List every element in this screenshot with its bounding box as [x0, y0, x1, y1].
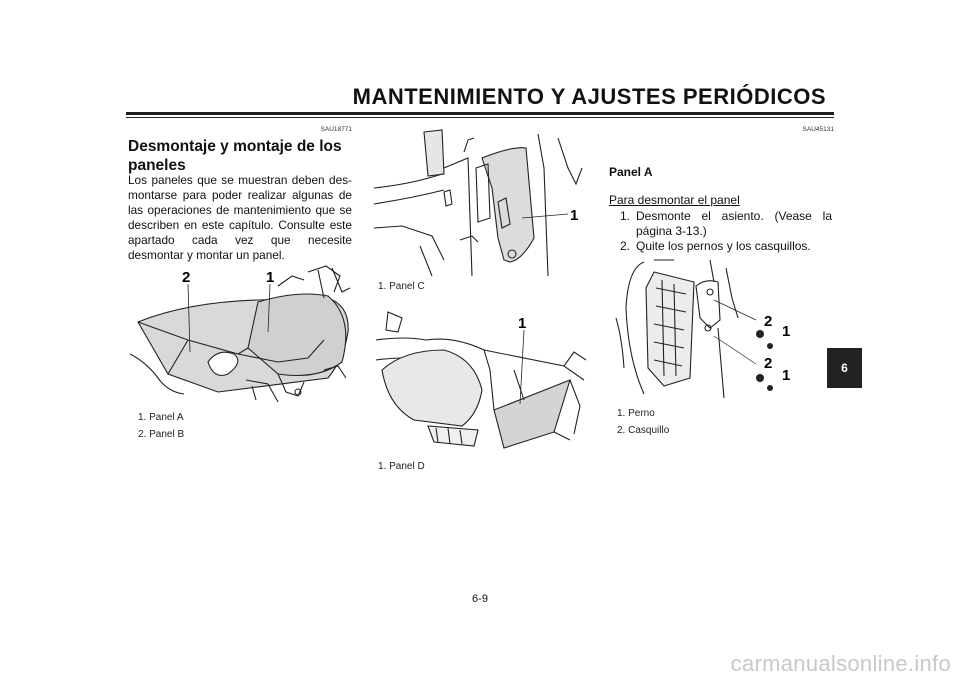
- panel-d-illustration: [374, 310, 590, 450]
- caption-panel-b: 2. Panel B: [138, 429, 185, 440]
- page-number: 6-9: [472, 593, 488, 605]
- left-section-code: SAU18771: [320, 126, 352, 133]
- step-text: Desmonte el asiento. (Vease la página 3-13.): [636, 209, 832, 238]
- page-header-title: MANTENIMIENTO Y AJUSTES PERIÓDICOS: [352, 84, 826, 109]
- figure-label-collar-upper: 2: [764, 313, 773, 330]
- figure-label-panel-d: 1: [518, 315, 527, 332]
- caption-panel-d: 1. Panel D: [378, 461, 425, 472]
- removal-steps: [620, 209, 832, 254]
- caption-panel-a: 1. Panel A: [138, 412, 184, 423]
- right-figure-captions: [617, 405, 669, 439]
- header-rule-thick: [126, 112, 834, 115]
- watermark: carmanualsonline.info: [730, 651, 951, 676]
- caption-collar: 2. Casquillo: [617, 425, 670, 436]
- step-item: [620, 239, 832, 254]
- step-text: Quite los pernos y los casquillos.: [636, 239, 811, 253]
- header-rule-thin: [126, 117, 834, 118]
- step-number: 1.: [620, 209, 631, 223]
- figure-label-bolt-upper: 1: [782, 323, 791, 340]
- panel-a-heading: Panel A: [609, 165, 653, 179]
- left-figure-captions: [138, 409, 184, 443]
- step-number: 2.: [620, 239, 631, 253]
- panel-a-b-illustration: [128, 262, 354, 404]
- panel-c-illustration: [372, 128, 590, 276]
- section-title: Desmontaje y montaje de los paneles: [128, 138, 342, 174]
- right-section-code: SAU45131: [802, 126, 834, 133]
- chapter-tab: 6: [827, 348, 862, 388]
- figure-label-panel-a: 1: [266, 269, 275, 286]
- figure-label-collar-lower: 2: [764, 355, 773, 372]
- figure-label-panel-b: 2: [182, 269, 191, 286]
- caption-bolt: 1. Perno: [617, 408, 655, 419]
- figure-label-panel-c: 1: [570, 207, 579, 224]
- figure-label-bolt-lower: 1: [782, 367, 791, 384]
- bolts-collars-illustration: [614, 258, 836, 400]
- step-item: [620, 209, 832, 239]
- intro-paragraph: Los paneles que se muestran deben des-montarse para poder realizar algunas de las operaciones de mantenimiento que se describen en este capítulo. Consulte este apartado cada vez que necesite desmontar y montar un panel.: [128, 173, 352, 262]
- caption-panel-c: 1. Panel C: [378, 281, 425, 292]
- remove-panel-subheading: Para desmontar el panel: [609, 193, 740, 207]
